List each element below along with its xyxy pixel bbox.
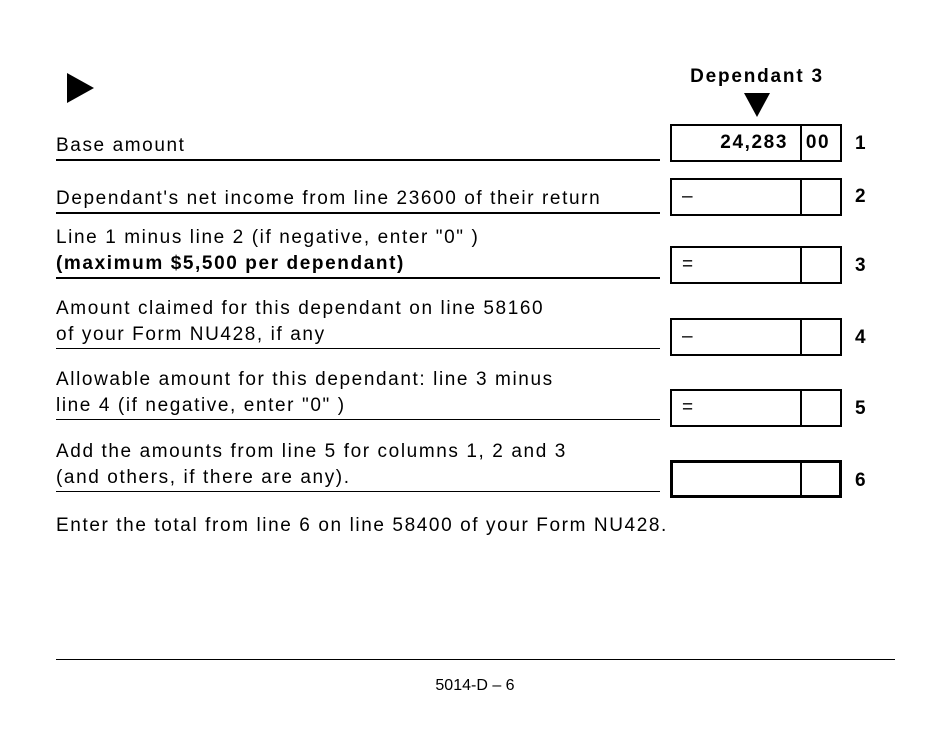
line-5-amount-field[interactable]	[670, 389, 842, 427]
line-number-6: 6	[855, 470, 866, 491]
maximum-note: (maximum $5,500 per dependant)	[56, 253, 405, 274]
cents-divider	[800, 320, 802, 354]
line-4-amount-field[interactable]	[670, 318, 842, 356]
line-2-operator: –	[682, 186, 693, 207]
row-4-label: Amount claimed for this dependant on line 58160 of your Form NU428, if any	[56, 296, 660, 349]
row-6-label: Add the amounts from line 5 for columns 1, 2 and 3 (and others, if there are any).	[56, 439, 660, 492]
line-1-dollars: 24,283	[720, 132, 788, 153]
row-1-label: Base amount	[56, 133, 660, 161]
line-4-operator: –	[682, 326, 693, 347]
column-arrow-down-icon	[744, 93, 770, 117]
continue-arrow-icon	[67, 73, 94, 103]
cents-divider	[800, 391, 802, 425]
line-6-total-field[interactable]	[670, 460, 842, 498]
form-page-code: 5014-D – 6	[435, 677, 515, 694]
footer-divider	[56, 659, 895, 660]
row-3-label: Line 1 minus line 2 (if negative, enter "0" ) (maximum $5,500 per dependant)	[56, 225, 660, 279]
line-number-5: 5	[855, 398, 866, 419]
cents-divider	[800, 180, 802, 214]
line-number-1: 1	[855, 133, 866, 154]
line-2-amount-field[interactable]	[670, 178, 842, 216]
line-number-2: 2	[855, 186, 866, 207]
cents-divider	[800, 463, 802, 495]
cents-divider	[800, 248, 802, 282]
instruction-text: Enter the total from line 6 on line 58400 of your Form NU428.	[56, 515, 668, 536]
row-2-label: Dependant's net income from line 23600 of their return	[56, 186, 660, 214]
line-number-3: 3	[855, 255, 866, 276]
line-3-amount-field[interactable]	[670, 246, 842, 284]
line-number-4: 4	[855, 327, 866, 348]
line-1-cents: 00	[805, 132, 831, 153]
line-1-amount-field[interactable]	[670, 124, 842, 162]
row-5-label: Allowable amount for this dependant: line 3 minus line 4 (if negative, enter "0" )	[56, 367, 660, 420]
line-3-operator: =	[682, 254, 694, 275]
line-5-operator: =	[682, 397, 694, 418]
column-header: Dependant 3	[690, 66, 824, 87]
